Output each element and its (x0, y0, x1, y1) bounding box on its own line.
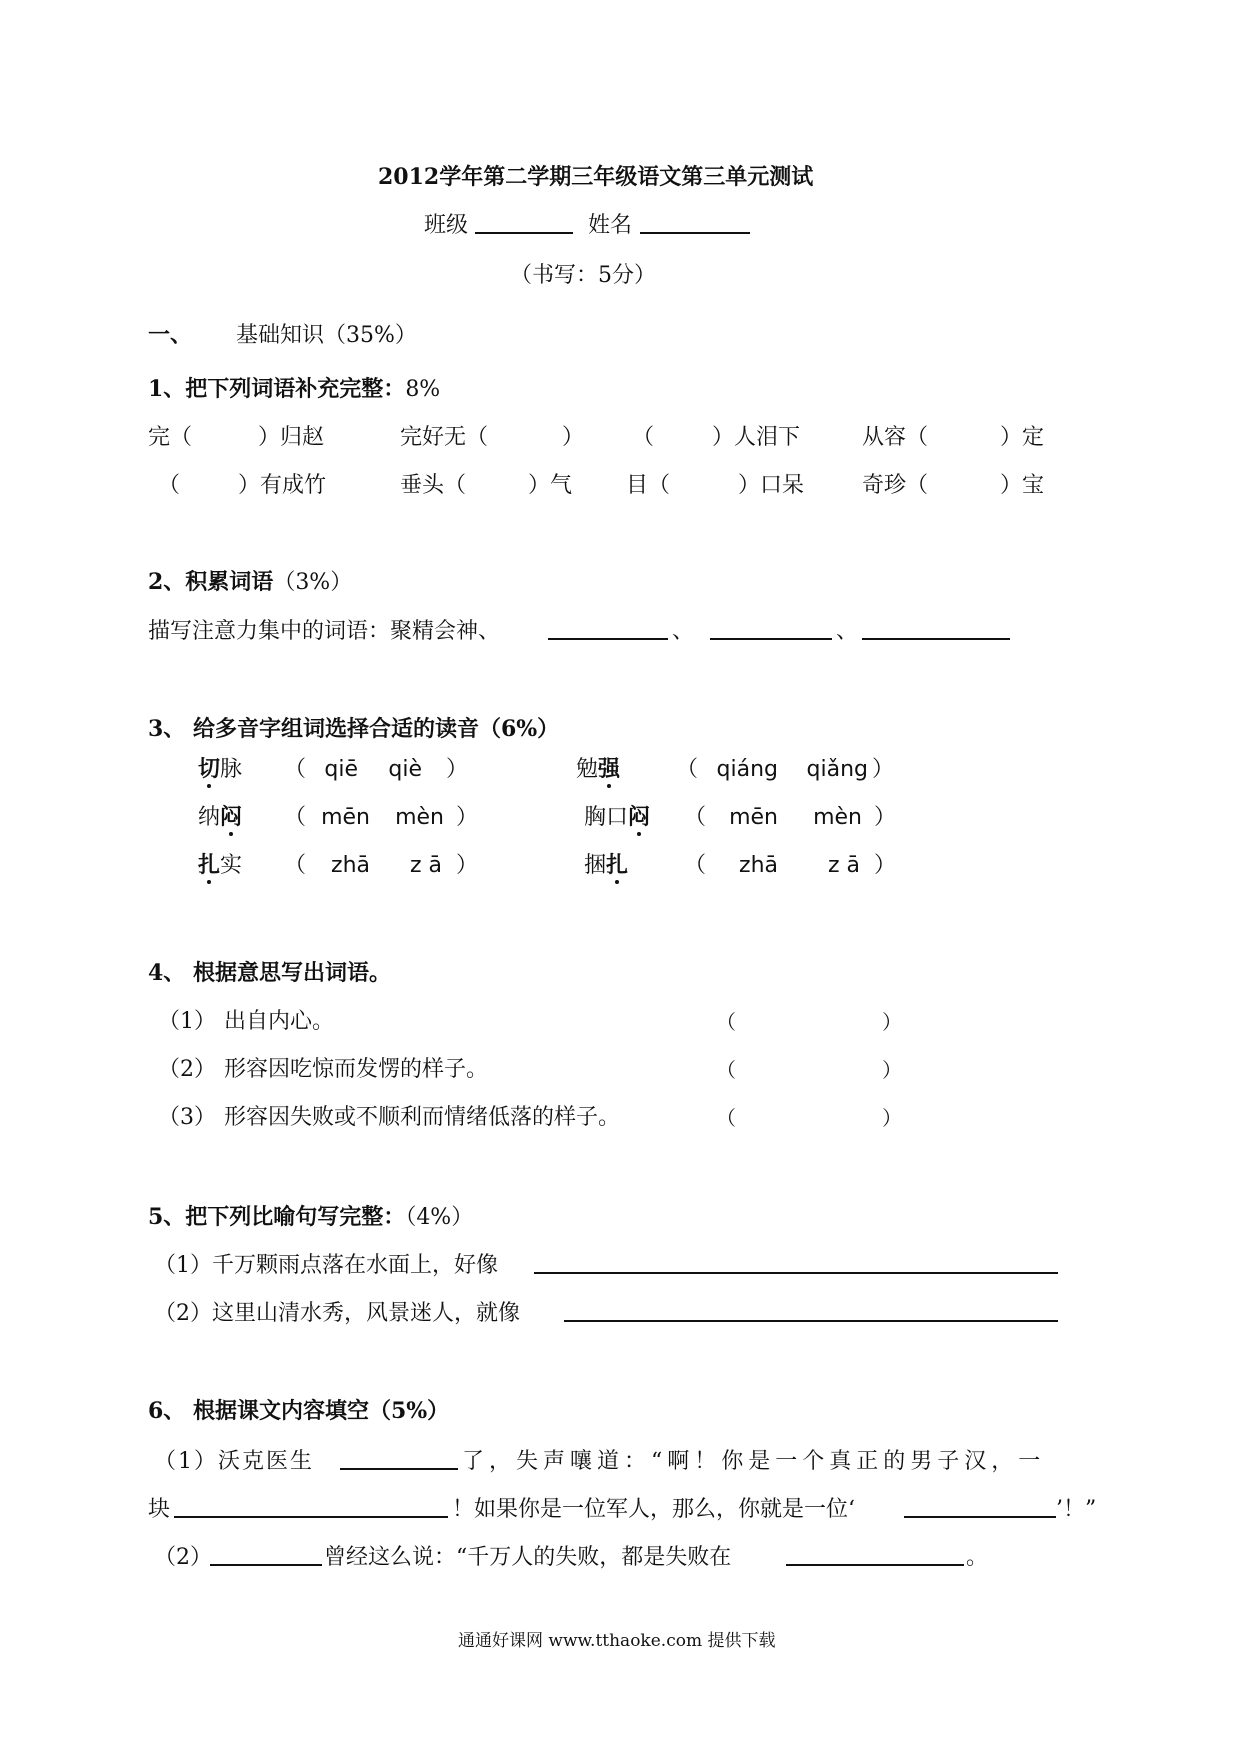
q3-item-2 (576, 752, 620, 783)
q2-heading (148, 565, 352, 596)
q5-item-1-text: （1）千万颗雨点落在水面上，好像 (154, 1253, 498, 1278)
q4-item-2-text: 形容因吃惊而发愣的样子。 (224, 1057, 489, 1082)
q3-item-4-open: （ (684, 805, 707, 830)
q3-item-3 (198, 800, 242, 831)
q1-row2-a: （ (158, 473, 181, 498)
q2-prompt: 描写注意力集中的词语：聚精会神、 (148, 619, 501, 644)
q3-item-2-close: ） (872, 757, 895, 782)
q1-row2-f: ）口呆 (738, 473, 805, 498)
q3-item-1-option-a[interactable]: qiē (324, 757, 359, 782)
q3-item-5-option-a[interactable]: zhā (331, 853, 371, 878)
q3-item-5 (198, 848, 242, 879)
q6-line3-a: （2） (154, 1545, 212, 1570)
q4-item-3-answer[interactable] (740, 1098, 876, 1128)
q4-item-3-close: ） (882, 1106, 902, 1130)
q4-item-2-answer[interactable] (740, 1050, 876, 1080)
q3-item-2-char: 强 (598, 756, 621, 782)
name-label: 姓名 (588, 213, 633, 238)
q1-row1-d: ） (562, 425, 585, 450)
q4-item-3-text: 形容因失败或不顺利而情绪低落的样子。 (224, 1105, 621, 1130)
q2-blank-2[interactable] (710, 638, 832, 640)
handwriting-score: （书写：5分） (510, 263, 656, 288)
q4-item-2-close: ） (882, 1058, 902, 1082)
q4-item-1-open: （ (716, 1010, 736, 1034)
q6-heading: 6、 根据课文内容填空（5%） (148, 1398, 450, 1424)
q3-item-2-open: （ (676, 757, 699, 782)
q3-item-5-option-b[interactable]: z ā (409, 853, 443, 878)
q3-item-4 (584, 800, 650, 831)
q5-points: （4%） (405, 1205, 474, 1230)
q1-row1-b: ）归赵 (258, 425, 325, 450)
q6-blank-3[interactable] (904, 1516, 1056, 1518)
q1-row1-c: 完好无（ (400, 425, 489, 450)
q5-item-1-blank[interactable] (534, 1272, 1058, 1274)
q3-item-4-pre: 胸口 (584, 805, 629, 830)
q4-item-1-close: ） (882, 1010, 902, 1034)
q6-line3-c: 。 (966, 1545, 989, 1570)
q3-item-3-close: ） (456, 805, 479, 830)
q3-item-1-post: 脉 (220, 757, 243, 782)
class-blank[interactable] (475, 232, 573, 234)
q1-row2-h: ）宝 (1000, 473, 1045, 498)
q6-line2-a: 块 (148, 1497, 171, 1522)
q5-heading-text: 5、把下列比喻句写完整： (148, 1204, 406, 1230)
q3-item-1-options[interactable] (284, 752, 468, 783)
q4-item-2-open: （ (716, 1058, 736, 1082)
q3-item-4-option-b[interactable]: mèn (813, 805, 863, 830)
q1-row1-e: （ (632, 425, 655, 450)
q1-row2-c: 垂头（ (400, 473, 467, 498)
q2-blank-3[interactable] (862, 638, 1010, 640)
q3-item-6-option-b[interactable]: z ā (827, 853, 861, 878)
q3-item-3-option-b[interactable]: mèn (395, 805, 445, 830)
q2-heading-text: 2、积累词语 (148, 569, 274, 595)
q6-line1-b: 了，失声嚷道：“啊！你是一个真正的男子汉，一 (462, 1449, 1046, 1474)
page-title: 2012学年第二学期三年级语文第三单元测试 (378, 164, 814, 190)
q2-blank-1[interactable] (548, 638, 668, 640)
q3-item-4-char: 闷 (628, 804, 651, 830)
q3-item-4-options[interactable] (684, 800, 896, 831)
q3-item-5-close: ） (456, 853, 479, 878)
q3-item-6-close: ） (874, 853, 897, 878)
name-blank[interactable] (640, 232, 750, 234)
q4-item-2-num: （2） (158, 1057, 216, 1082)
q3-item-3-char: 闷 (220, 804, 243, 830)
q4-item-3-num: （3） (158, 1105, 216, 1130)
q1-row1-a: 完（ (148, 425, 193, 450)
section-title: 基础知识（35%） (236, 323, 417, 348)
q2-points: （3%） (273, 570, 353, 595)
q4-item-1-text: 出自内心。 (224, 1009, 335, 1034)
q6-blank-2[interactable] (174, 1516, 448, 1518)
q1-row1-g: 从容（ (862, 425, 929, 450)
q3-item-4-close: ） (874, 805, 897, 830)
q3-item-3-options[interactable] (284, 800, 478, 831)
q4-item-1-num: （1） (158, 1009, 216, 1034)
q3-item-1-char: 切 (198, 756, 221, 782)
class-label: 班级 (424, 213, 469, 238)
q3-item-6-options[interactable] (684, 848, 896, 879)
q3-item-1 (198, 752, 242, 783)
q6-blank-5[interactable] (786, 1564, 964, 1566)
q3-item-2-option-b[interactable]: qiǎng (806, 757, 869, 782)
q3-item-6-pre: 捆 (584, 853, 607, 878)
q6-line2-b: ！如果你是一位军人，那么，你就是一位‘ (452, 1497, 855, 1522)
q3-item-2-option-a[interactable]: qiáng (716, 757, 779, 782)
q3-item-6 (584, 848, 628, 879)
q1-heading-text: 1、把下列词语补充完整： (148, 376, 406, 402)
q5-heading (148, 1200, 473, 1231)
q2-sep-1: 、 (672, 619, 695, 644)
q6-blank-4[interactable] (210, 1564, 322, 1566)
q1-points: 8% (405, 377, 441, 402)
q3-item-3-pre: 纳 (198, 805, 221, 830)
q3-item-5-post: 实 (220, 853, 243, 878)
q6-line2-c: ’！” (1056, 1497, 1097, 1522)
q1-row2-d: ）气 (528, 473, 573, 498)
q3-item-5-open: （ (284, 853, 307, 878)
q3-item-5-options[interactable] (284, 848, 478, 879)
q3-item-2-pre: 勉 (576, 757, 599, 782)
q4-item-1-answer[interactable] (740, 1002, 876, 1032)
q3-item-6-open: （ (684, 853, 707, 878)
q3-item-1-close: ） (446, 757, 469, 782)
q1-row2-e: 目（ (626, 473, 671, 498)
q1-row1-h: ）定 (1000, 425, 1045, 450)
q1-heading (148, 372, 440, 403)
q4-heading: 4、 根据意思写出词语。 (148, 960, 391, 986)
q5-item-2-text: （2）这里山清水秀，风景迷人，就像 (154, 1301, 520, 1326)
section-number: 一、 (148, 322, 193, 348)
q1-row2-g: 奇珍（ (862, 473, 929, 498)
q5-item-2-blank[interactable] (564, 1320, 1058, 1322)
q3-item-1-open: （ (284, 757, 307, 782)
q6-blank-1[interactable] (340, 1468, 458, 1470)
q1-row2-b: ）有成竹 (238, 473, 327, 498)
q3-item-6-char: 扎 (606, 852, 629, 878)
q3-item-3-option-a[interactable]: mēn (321, 805, 371, 830)
q3-heading: 3、 给多音字组词选择合适的读音（6%） (148, 716, 560, 742)
q3-item-3-open: （ (284, 805, 307, 830)
q6-line3-b: 曾经这么说：“千万人的失败，都是失败在 (324, 1545, 732, 1570)
q3-item-5-char: 扎 (198, 852, 221, 878)
q3-item-2-options[interactable] (676, 752, 894, 783)
q3-item-1-option-b[interactable]: qiè (388, 757, 423, 782)
footer-credit: 通通好课网 www.tthaoke.com 提供下载 (458, 1631, 776, 1651)
q2-sep-2: 、 (836, 619, 859, 644)
q3-item-4-option-a[interactable]: mēn (729, 805, 779, 830)
q6-line1-a: （1）沃克医生 (154, 1449, 314, 1474)
q4-item-3-open: （ (716, 1106, 736, 1130)
q3-item-6-option-a[interactable]: zhā (739, 853, 779, 878)
q1-row1-f: ）人泪下 (712, 425, 801, 450)
